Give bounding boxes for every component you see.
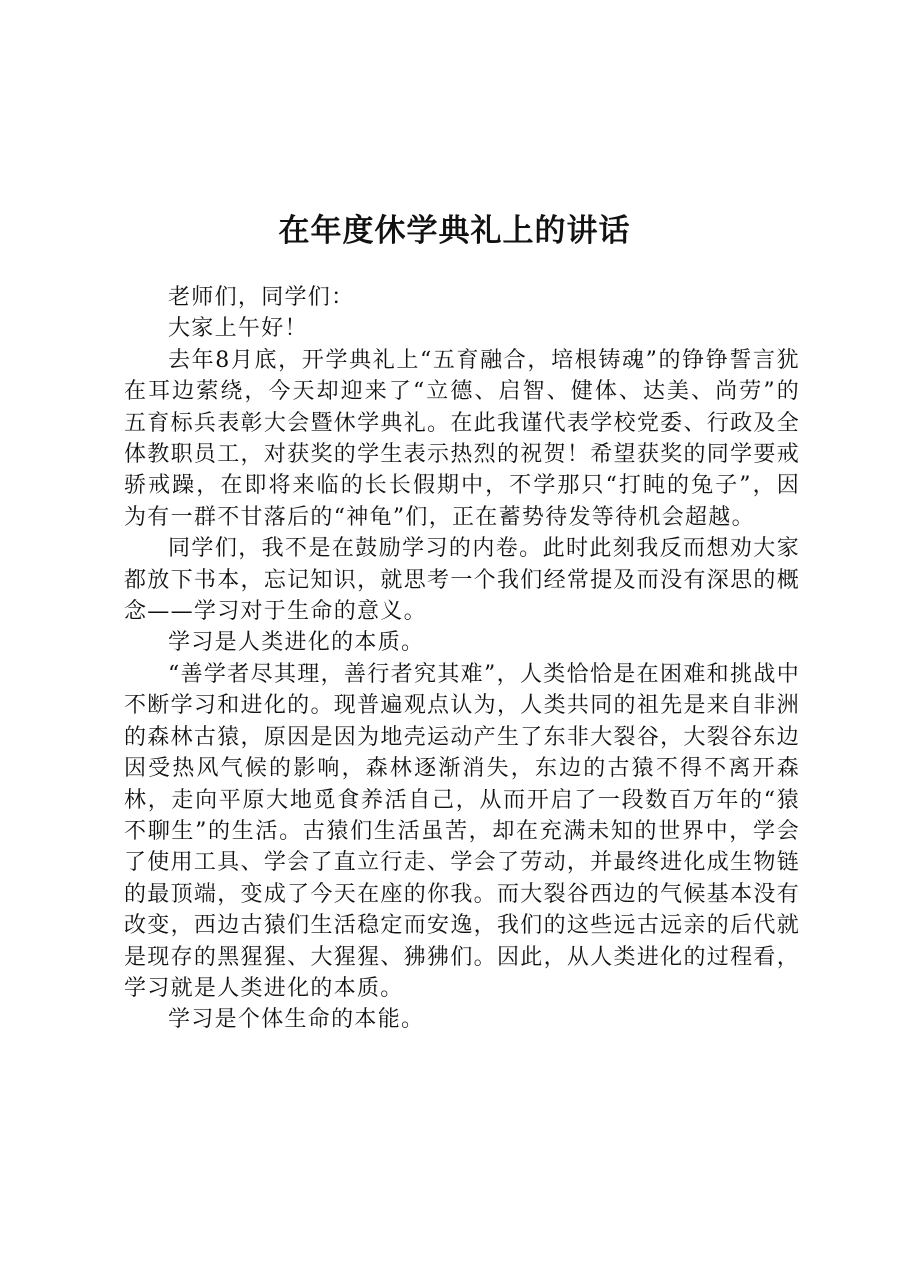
paragraph-evolution: “善学者尽其理，善行者究其难”，人类恰恰是在困难和挑战中不断学习和进化的。现普遍观点认为，人类共同的祖先是来自非洲的森林古猿，原因是因为地壳运动产生了东非大裂谷，大裂谷东边因受热风气候的影响，森林逐渐消失，东边的古猿不得不离开森林，走向平原大地觅食养活自己，从而开启了一段数百万年的“猿不聊生”的生活。古猿们生活虽苦，却在充满未知的世界中，学会了使用工具、学会了直立行走、学会了劳动，并最终进化成生物链的最顶端，变成了今天在座的你我。而大裂谷西边的气候基本没有改变，西边古猿们生活稳定而安逸，我们的这些远古远亲的后代就是现存的黑猩猩、大猩猩、狒狒们。因此，从人类进化的过程看，学习就是人类进化的本质。 <box>124 661 800 1001</box>
paragraph-heading-evolution: 学习是人类进化的本质。 <box>168 630 425 656</box>
document-title: 在年度休学典礼上的讲话 <box>278 212 631 249</box>
paragraph-greeting: 老师们，同学们： <box>168 285 355 310</box>
paragraph-salutation: 大家上午好！ <box>168 316 308 342</box>
paragraph-reflection: 同学们，我不是在鼓励学习的内卷。此时此刻我反而想劝大家都放下书本，忘记知识，就思考一个我们经常提及而没有深思的概念——学习对于生命的意义。 <box>124 536 800 625</box>
paragraph-heading-instinct: 学习是个体生命的本能。 <box>168 1007 425 1033</box>
paragraph-opening: 去年8月底，开学典礼上“五育融合，培根铸魂”的铮铮誓言犹在耳边萦绕，今天却迎来了“立德、启智、健体、达美、尚劳”的五育标兵表彰大会暨休学典礼。在此我谨代表学校党委、行政及全体教职员工，对获奖的学生表示热烈的祝贺！希望获奖的同学要戒骄戒躁，在即将来临的长长假期中，不学那只“打盹的兔子”，因为有一群不甘落后的“神龟”们，正在蓄势待发等待机会超越。 <box>124 347 800 530</box>
document-body <box>124 282 800 1036</box>
